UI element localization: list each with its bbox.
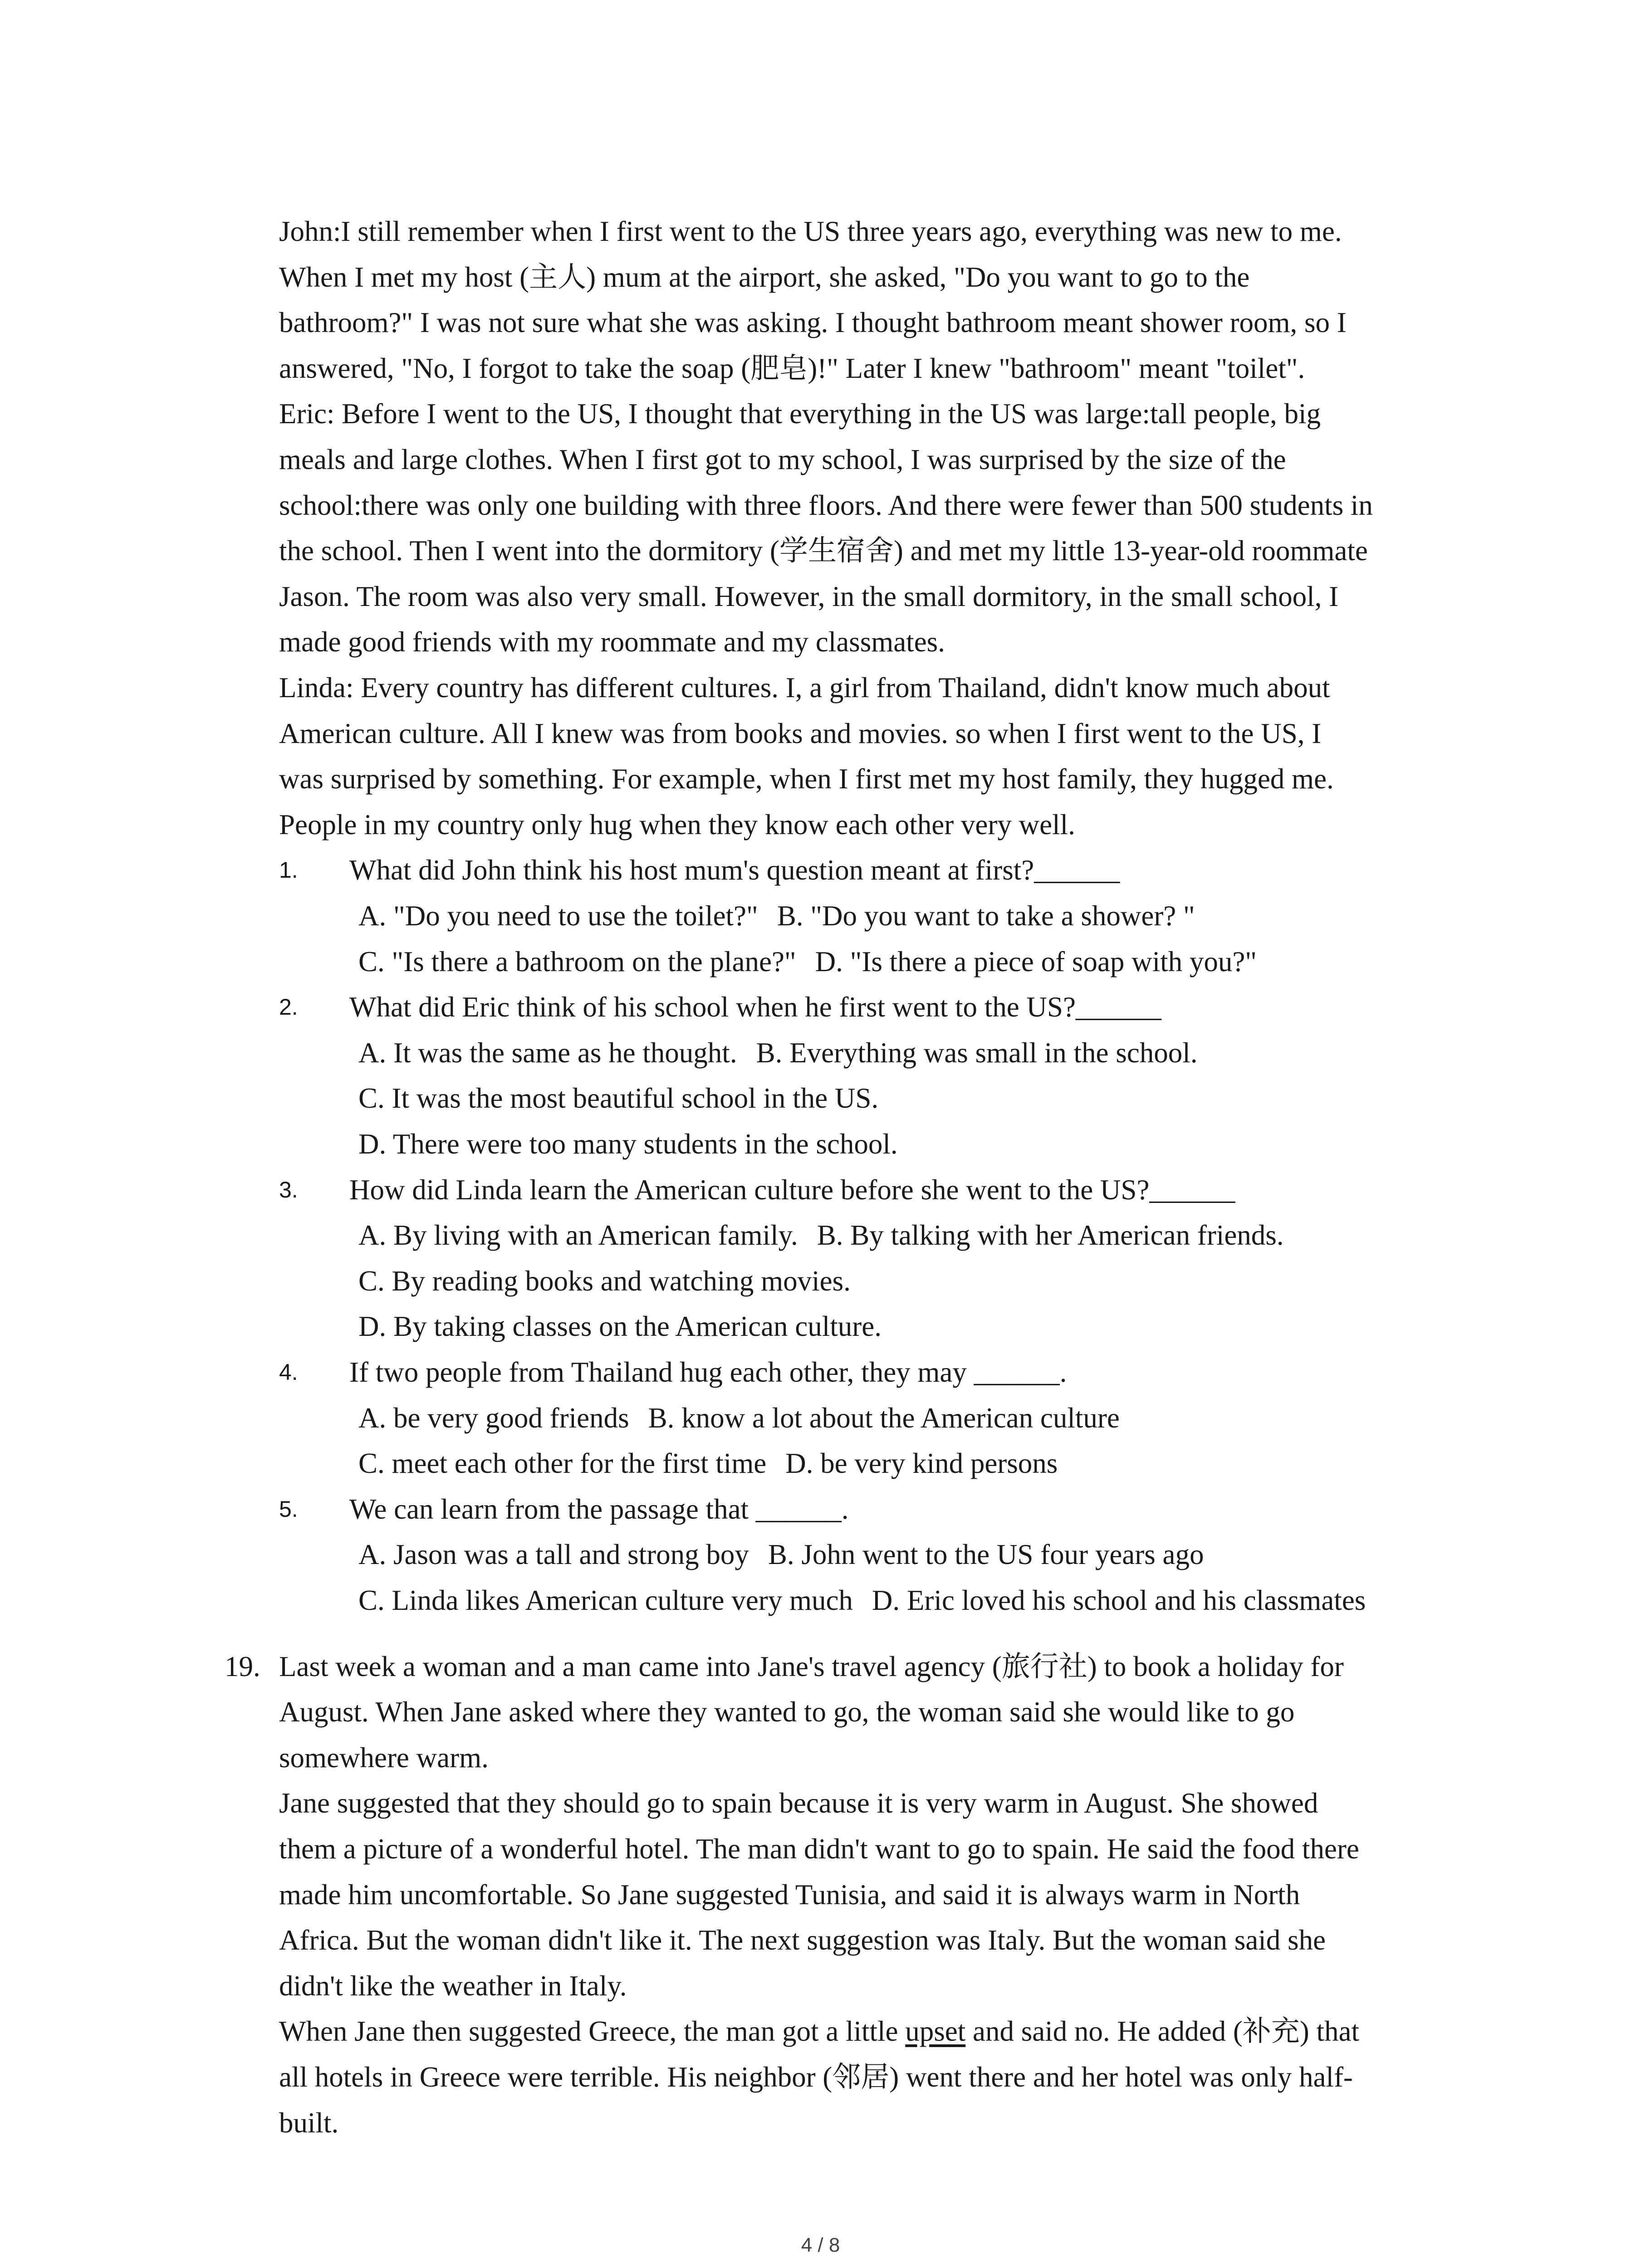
answer-options-row xyxy=(358,1217,1284,1253)
passage-line: People in my country only hug when they know each other very well. xyxy=(279,808,1075,841)
passage-line: the school. Then I went into the dormitory (学生宿舍) and met my little 13-year-old roommate xyxy=(279,535,1368,567)
answer-options-row xyxy=(358,1308,882,1344)
answer-option: B. "Do you want to take a shower? " xyxy=(777,900,1195,932)
answer-options-row xyxy=(358,1536,1204,1573)
passage-line: bathroom?" I was not sure what she was asking. I thought bathroom meant shower room, so I xyxy=(279,307,1347,339)
answer-option: B. John went to the US four years ago xyxy=(768,1539,1204,1571)
passage-line: American culture. All I knew was from books and movies. so when I first went to the US, I xyxy=(279,717,1322,749)
answer-option: B. know a lot about the American culture xyxy=(648,1402,1120,1434)
section-number: 19. xyxy=(225,1650,260,1682)
answer-option: D. "Is there a piece of soap with you?" xyxy=(815,945,1257,978)
question-stem: If two people from Thailand hug each other, they may ______. xyxy=(349,1356,1067,1388)
passage-line: Jason. The room was also very small. However, in the small dormitory, in the small school, I xyxy=(279,580,1339,612)
passage-line: John:I still remember when I first went to the US three years ago, everything was new to me. xyxy=(279,215,1342,247)
answer-option: C. By reading books and watching movies. xyxy=(358,1265,851,1297)
answer-option: D. Eric loved his school and his classmates xyxy=(872,1584,1366,1616)
passage-line: Eric: Before I went to the US, I thought that everything in the US was large:tall people, big xyxy=(279,398,1321,430)
question-number: 3. xyxy=(279,1177,298,1202)
page-number: 4 / 8 xyxy=(801,2234,840,2256)
passage-line: them a picture of a wonderful hotel. The man didn't want to go to spain. He said the food there xyxy=(279,1833,1359,1865)
passage-line: When I met my host (主人) mum at the airport, she asked, "Do you want to go to the xyxy=(279,261,1250,293)
underlined-word: upset xyxy=(905,2015,966,2048)
passage-line: made him uncomfortable. So Jane suggested Tunisia, and said it is always warm in North xyxy=(279,1878,1300,1911)
text-segment: and said no. He added (补充) that xyxy=(965,2015,1359,2048)
passage-line: didn't like the weather in Italy. xyxy=(279,1970,627,2002)
answer-options-row xyxy=(358,1126,898,1162)
passage-line: August. When Jane asked where they wanted to go, the woman said she would like to go xyxy=(279,1696,1295,1728)
passage-line: all hotels in Greece were terrible. His neighbor (邻居) went there and her hotel was only half- xyxy=(279,2061,1353,2093)
answer-options-row xyxy=(358,898,1195,934)
passage-line: answered, "No, I forgot to take the soap (肥皂)!" Later I knew "bathroom" meant "toilet". xyxy=(279,352,1305,384)
question-stem: What did John think his host mum's question meant at first?______ xyxy=(349,854,1120,886)
passage-line: Linda: Every country has different cultures. I, a girl from Thailand, didn't know much about xyxy=(279,672,1330,704)
answer-options-row xyxy=(358,1035,1197,1071)
question-stem: How did Linda learn the American culture before she went to the US?______ xyxy=(349,1173,1235,1206)
passage-line: somewhere warm. xyxy=(279,1741,489,1774)
answer-option: C. It was the most beautiful school in the US. xyxy=(358,1082,879,1114)
answer-option: A. Jason was a tall and strong boy xyxy=(358,1539,749,1571)
answer-options-row xyxy=(358,1400,1120,1436)
answer-option: C. "Is there a bathroom on the plane?" xyxy=(358,945,796,978)
passage-line: Jane suggested that they should go to spain because it is very warm in August. She showed xyxy=(279,1787,1318,1819)
answer-option: B. By talking with her American friends. xyxy=(817,1219,1284,1251)
question-stem: What did Eric think of his school when he first went to the US?______ xyxy=(349,991,1161,1023)
answer-option: C. Linda likes American culture very much xyxy=(358,1584,853,1616)
question-number: 2. xyxy=(279,994,298,1020)
answer-options-row xyxy=(358,1080,878,1116)
answer-option: D. be very kind persons xyxy=(785,1447,1058,1480)
question-number: 5. xyxy=(279,1496,298,1522)
passage-line: Africa. But the woman didn't like it. The next suggestion was Italy. But the woman said she xyxy=(279,1924,1326,1956)
answer-options-row xyxy=(358,1445,1058,1481)
question-number: 1. xyxy=(279,857,298,883)
passage-line: made good friends with my roommate and my classmates. xyxy=(279,626,945,658)
passage-line: was surprised by something. For example, when I first met my host family, they hugged me. xyxy=(279,763,1334,795)
answer-option: A. "Do you need to use the toilet?" xyxy=(358,900,758,932)
answer-options-row xyxy=(358,1263,851,1299)
answer-option: A. By living with an American family. xyxy=(358,1219,798,1251)
answer-option: A. be very good friends xyxy=(358,1402,629,1434)
answer-option: D. There were too many students in the school. xyxy=(358,1128,898,1160)
answer-options-row xyxy=(358,1582,1366,1618)
passage-line xyxy=(279,2013,1359,2049)
text-segment: When Jane then suggested Greece, the man got a little xyxy=(279,2015,906,2048)
passage-line: meals and large clothes. When I first got to my school, I was surprised by the size of the xyxy=(279,444,1286,475)
passage-line: built. xyxy=(279,2107,339,2139)
question-number: 4. xyxy=(279,1359,298,1385)
answer-option: B. Everything was small in the school. xyxy=(756,1036,1198,1069)
passage-line: Last week a woman and a man came into Jane's travel agency (旅行社) to book a holiday for xyxy=(279,1650,1344,1682)
question-stem: We can learn from the passage that ______. xyxy=(349,1493,849,1525)
answer-option: C. meet each other for the first time xyxy=(358,1447,767,1480)
answer-option: A. It was the same as he thought. xyxy=(358,1036,737,1069)
answer-option: D. By taking classes on the American culture. xyxy=(358,1310,882,1343)
answer-options-row xyxy=(358,943,1257,980)
passage-line: school:there was only one building with three floors. And there were fewer than 500 students in xyxy=(279,489,1373,521)
